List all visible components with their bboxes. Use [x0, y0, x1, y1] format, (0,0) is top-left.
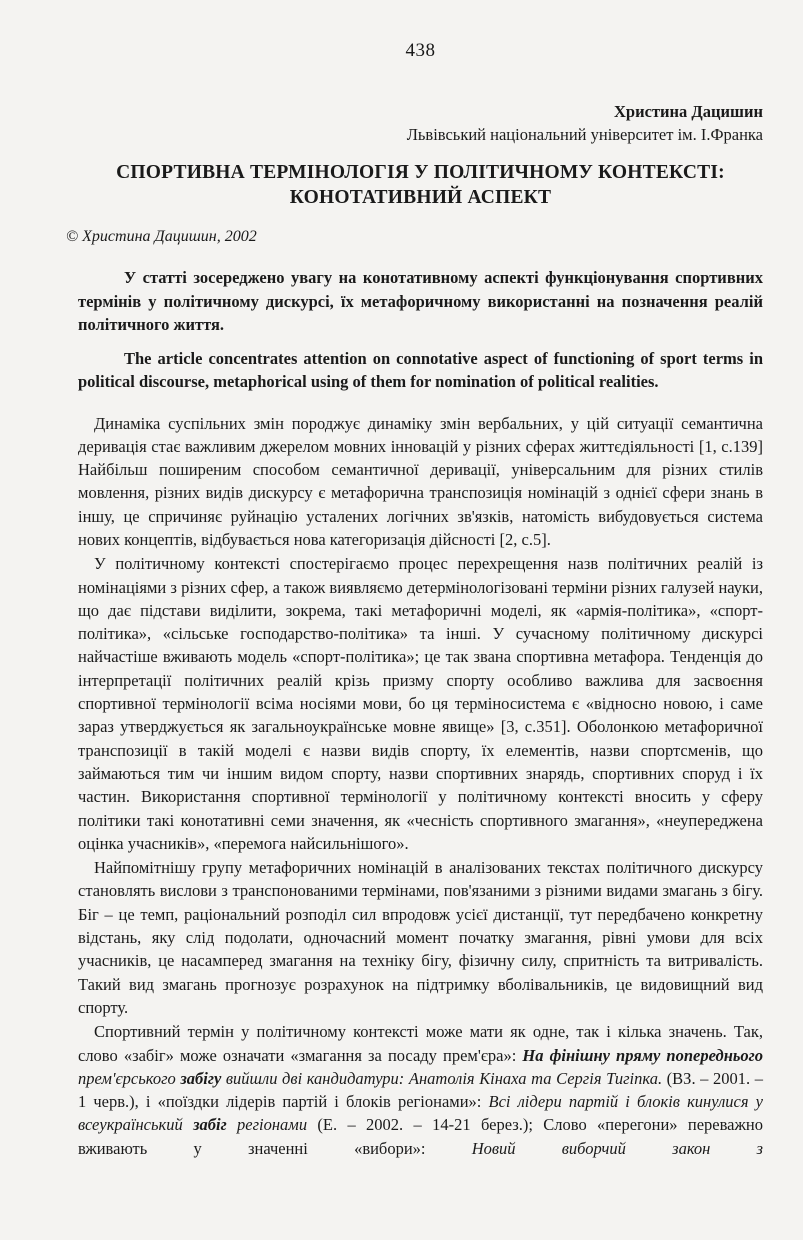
body-paragraph-3: Найпомітнішу групу метафоричних номінацій в аналізованих текстах політичного дискурсу становлять вислови з транспонованими термінами, пов'язаними з різними видами змагань з бігу. Біг – це темп, раціональний розподіл сил впродовж усієї дистанції, тут передбачено конкретну відстань, яку слід подолати, одночасний момент початку змагання, рівні умови для всіх учасників, це насамперед змагання на техніку бігу, фізичну силу, спритність та витривалість. Такий вид змагань прогнозує розрахунок на підтримку вболівальників, це видовищний вид спорту.: [78, 858, 763, 1017]
abstract-ukrainian: У статті зосереджено увагу на конотативному аспекті функціонування спортивних термінів у політичному дискурсі, їх метафоричному використанні на позначення реалій політичного життя.: [78, 268, 763, 334]
p4-text-2: (ВЗ. – 2001. – 1 черв.), і «поїздки лідерів партій і блоків регіонами»:: [78, 1068, 763, 1112]
p4-example-2c: регіонами: [226, 1115, 308, 1135]
article-title-line-1: СПОРТИВНА ТЕРМІНОЛОГІЯ У ПОЛІТИЧНОМУ КОНТЕКСТІ:: [116, 162, 725, 183]
p4-text-1: Спортивний термін у політичному контексті може мати як одне, так і кілька значень. Так, слово «забіг» може означати «змагання за посаду прем'єра»:: [78, 1022, 763, 1065]
author-name: Христина Дацишин: [614, 102, 763, 121]
body-paragraph-4: [78, 1020, 763, 1160]
abstract-english: The article concentrates attention on connotative aspect of functioning of sport terms in political discourse, metaphorical using of them for nomination of political realities.: [78, 348, 763, 391]
article-title-line-2: КОНОТАТИВНИЙ АСПЕКТ: [289, 187, 552, 208]
p4-example-3: Новий виборчий закон з: [471, 1138, 763, 1158]
p4-example-1d: вийшли дві кандидатури: Анатолія Кінаха та Сергія Тигіпка.: [221, 1068, 663, 1088]
p4-example-2a: Всі лідери партій і блоків кинулися у всеукраїнський: [78, 1092, 763, 1135]
copyright-line: © Христина Дацишин, 2002: [66, 228, 257, 245]
p4-example-1c: забігу: [180, 1068, 222, 1088]
body-paragraph-2: У політичному контексті спостерігаємо процес перехрещення назв політичних реалій із номінаціями з різних сфер, а також виявляємо детермінологізовані терміни різних галузей науки, що дає підстави виділити, зокрема, такі метафоричні моделі, як «армія-політика», «спорт-політика», «сільське господарство-політика» та інші. У сучасному політичному дискурсі найчастіше вживають модель «спорт-політика»; це так звана спортивна метафора. Тенденція до інтерпретації політичних реалій крізь призму спорту особливо важлива для засвоєння спортивної термінології всіма носіями мови, бо ця терміносистема є «відносно новою, і саме зараз утверджується як загальноукраїнське мовне явище» [3, с.351]. Оболонкою метафоричної транспозиції в такій моделі є назви видів спорту, їх елементів, назви спортсменів, що займаються тим чи іншим видом спорту, назви спортивних знарядь, спортивних споруд і їх частин. Використання спортивної термінології у політичному контексті вносить у сферу політики такі конотативні семи значення, як «чесність спортивного змагання», «неупереджена оцінка учасників», «перемога найсильнішого».: [78, 554, 763, 853]
body-paragraph-1: Динаміка суспільних змін породжує динаміку змін вербальних, у цій ситуації семантична деривація стає важливим джерелом мовних інновацій у різних сферах життєдіяльності [1, с.139] Найбільш поширеним способом семантичної деривації, універсальним для різних стилів мовлення, різних видів дискурсу є метафорична транспозиція номінацій з однієї сфери знань в іншу, це спричиняє руйнацію усталених логічних зв'язків, натомість вибудовується система нових концептів, відбувається нова категоризація дійсності [2, с.5].: [78, 413, 763, 549]
page-number: 438: [405, 40, 436, 61]
article-title: [78, 160, 763, 210]
author-block: [78, 100, 763, 146]
p4-example-1b: прем'єрського: [78, 1068, 181, 1088]
author-affiliation: Львівський національний університет ім. І.Франка: [406, 125, 763, 144]
p4-example-2b: забіг: [193, 1115, 227, 1135]
p4-text-3: (Е. – 2002. – 14-21 берез.); Слово «перегони» переважно вживають у значенні «вибори»:: [78, 1115, 763, 1158]
p4-example-1a: На фінішну пряму попереднього: [522, 1045, 763, 1065]
